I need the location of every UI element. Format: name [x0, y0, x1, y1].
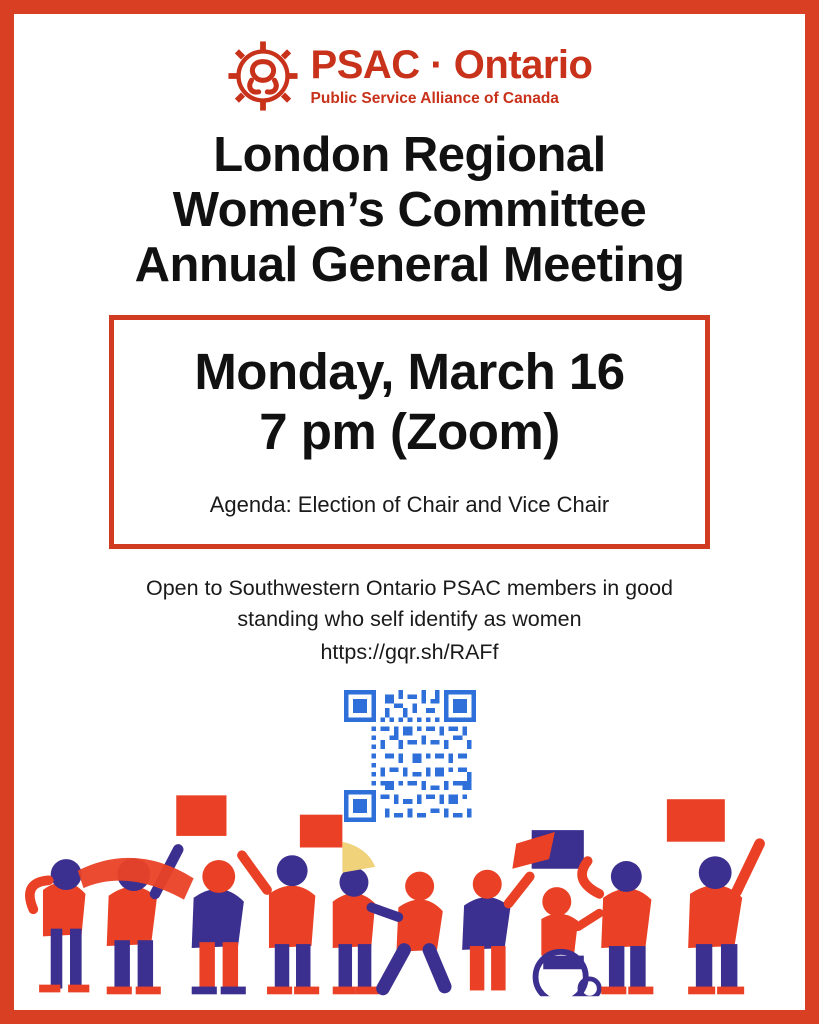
- registration-link[interactable]: https://gqr.sh/RAFf: [320, 640, 499, 665]
- event-date: Monday, March 16: [194, 342, 625, 400]
- logo-wordmark: [311, 45, 593, 107]
- psac-ontario-logo: [14, 14, 805, 112]
- logo-subtitle: Public Service Alliance of Canada: [310, 90, 559, 108]
- event-time: 7 pm (Zoom): [259, 402, 560, 460]
- title-line-2: Women’s Committee: [172, 182, 647, 237]
- page-title: [32, 128, 787, 293]
- event-agenda: Agenda: Election of Chair and Vice Chair: [209, 491, 610, 517]
- eligibility-line-2: standing who self identify as women: [237, 607, 582, 632]
- poster-canvas: [14, 14, 805, 1010]
- title-line-3: Annual General Meeting: [134, 237, 685, 292]
- protest-crowd-illustration: [14, 770, 805, 1010]
- psac-gear-logo-icon: [227, 40, 299, 112]
- event-datetime: [124, 342, 695, 462]
- eligibility-line-1: Open to Southwestern Ontario PSAC members in good: [145, 575, 674, 600]
- title-line-1: London Regional: [213, 128, 606, 182]
- logo-title: PSAC · Ontario: [310, 43, 593, 88]
- eligibility-note: [74, 573, 745, 669]
- event-details-box: [109, 315, 710, 549]
